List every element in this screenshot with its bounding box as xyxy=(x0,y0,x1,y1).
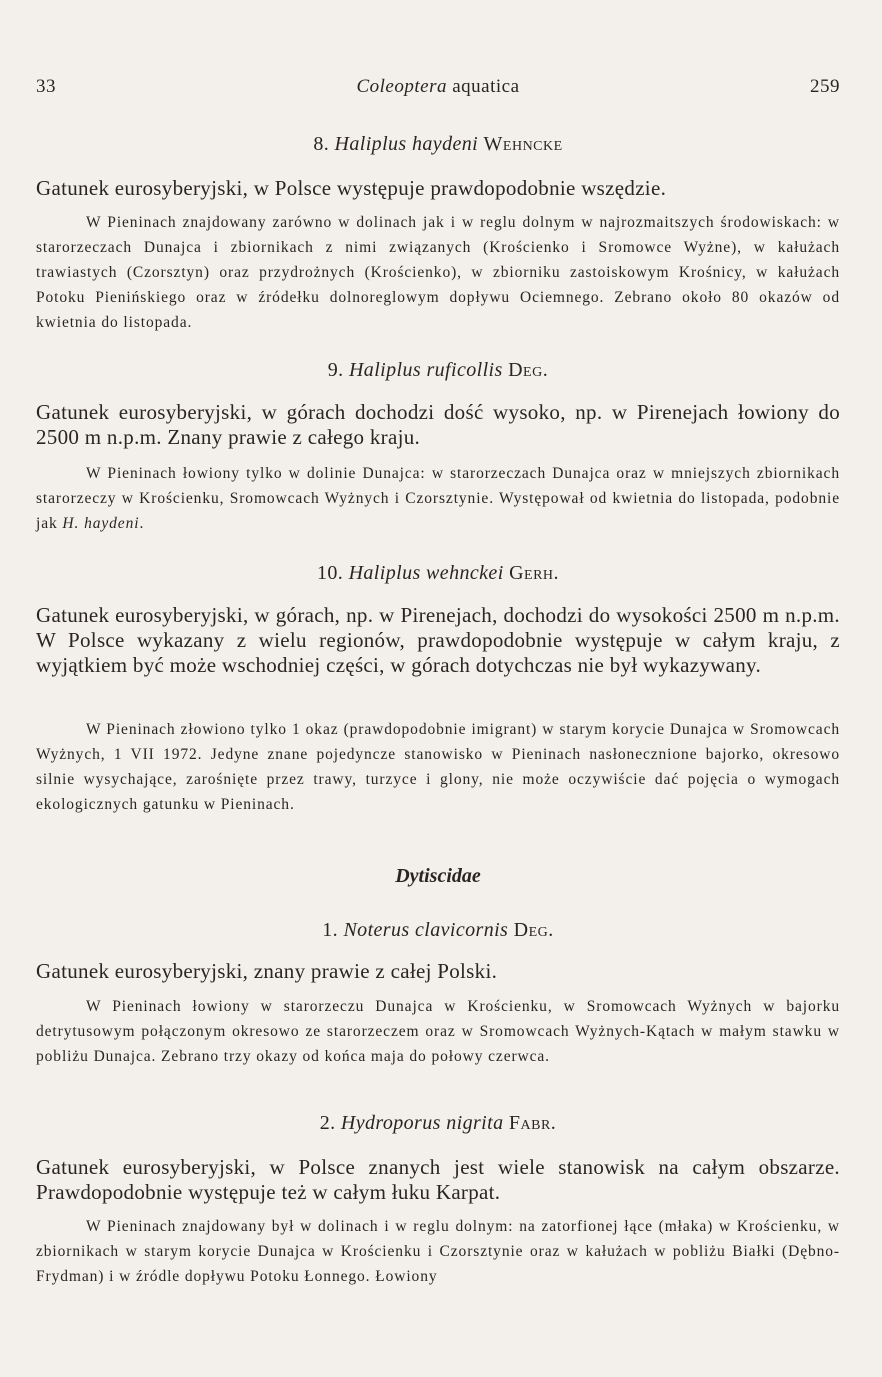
species-number: 8. xyxy=(313,133,335,155)
species-9-distribution: Gatunek eurosyberyjski, w górach dochodzi dość wysoko, np. w Pirenejach łowiony do 2500 m n.p.m. Znany prawie z całego kraju. xyxy=(36,400,840,449)
page-number-left: 33 xyxy=(36,76,56,97)
running-title xyxy=(36,76,840,98)
species-heading-8 xyxy=(36,133,840,156)
species-d2-distribution: Gatunek eurosyberyjski, w Polsce znanych jest wiele stanowisk na całym obszarze. Prawdopodobnie występuje też w całym łuku Karpat. xyxy=(36,1155,840,1204)
running-header xyxy=(36,76,840,102)
running-title-rest: aquatica xyxy=(446,76,520,97)
species-author: Wehncke xyxy=(483,133,563,155)
species-name: Noterus clavicornis xyxy=(343,919,509,941)
species-heading-9 xyxy=(36,359,840,382)
species-9-pieniny-notes xyxy=(36,461,840,536)
species-heading-10 xyxy=(36,562,840,585)
notes-text-end: . xyxy=(139,515,145,532)
species-8-pieniny-notes: W Pieninach znajdowany zarówno w dolinach jak i w reglu dolnym w najrozmaitszych środowiskach: w starorzeczach Dunajca i zbiornikach z nimi związanych (Krościenko i Sromowce Wyżne), w kałużach trawiastych (Czorsztyn) oraz przydrożnych (Krościenko), w zbiorniku zastoiskowym Krośnicy, w kałużach Potoku Pienińskiego oraz w źródełku dolnoreglowym dopływu Ociemnego. Zebrano około 80 okazów od kwietnia do listopada. xyxy=(36,214,840,331)
species-d2-pieniny-notes: W Pieninach znajdowany był w dolinach i w reglu dolnym: na zatorfionej łące (młaka) w Krościenku, w zbiornikach w starym korycie Dunajca w Krościenku i Czorsztynie oraz w kałużach w pobliżu Białki (Dębno-Frydman) i w źródle dopływu Potoku Łonnego. Łowiony xyxy=(36,1218,840,1285)
running-title-italic: Coleoptera xyxy=(356,76,447,97)
species-10-pieniny-notes: W Pieninach złowiono tylko 1 okaz (prawdopodobnie imigrant) w starym korycie Dunajca w Sromowcach Wyżnych, 1 VII 1972. Jedyne znane pojedyncze stanowisko w Pieninach nasłonecznione bajorko, okresowo silnie wysychające, zarośnięte przez trawy, turzyce i glony, nie może oczywiście dać pojęcia o wymogach ekologicznych gatunku w Pieninach. xyxy=(36,721,840,813)
species-author: Deg. xyxy=(513,919,554,941)
notes-text: W Pieninach łowiony tylko w dolinie Dunajca: w starorzeczach Dunajca oraz w mniejszych zbiornikach starorzeczy w Krościenku, Sromowcach Wyżnych i Czorsztynie. Występował od kwietnia do listopada, podobnie jak xyxy=(36,465,840,532)
family-heading: Dytiscidae xyxy=(395,865,481,887)
notes-species-ref: H. haydeni xyxy=(62,515,140,532)
species-number: 1. xyxy=(322,919,344,941)
species-name: Hydroporus nigrita xyxy=(340,1112,504,1134)
species-author: Gerh. xyxy=(509,562,560,584)
species-d1-pieniny-notes: W Pieninach łowiony w starorzeczu Dunajca w Krościenku, w Sromowcach Wyżnych w bajorku detrytusowym połączonym okresowo ze starorzeczem oraz w Sromowcach Wyżnych-Kątach w małym stawku w pobliżu Dunajca. Zebrano trzy okazy od końca maja do połowy czerwca. xyxy=(36,998,840,1065)
species-name: Haliplus ruficollis xyxy=(348,359,503,381)
page-number-right: 259 xyxy=(810,76,840,97)
species-number: 2. xyxy=(319,1112,341,1134)
species-name: Haliplus haydeni xyxy=(334,133,479,155)
species-number: 9. xyxy=(327,359,349,381)
species-heading-d2 xyxy=(36,1112,840,1135)
species-heading-d1 xyxy=(36,919,840,942)
species-number: 10. xyxy=(316,562,349,584)
species-8-distribution: Gatunek eurosyberyjski, w Polsce występuje prawdopodobnie wszędzie. xyxy=(36,176,667,200)
species-10-distribution: Gatunek eurosyberyjski, w górach, np. w Pirenejach, dochodzi do wysokości 2500 m n.p.m. W Polsce wykazany z wielu regionów, prawdopodobnie występuje w całym kraju, z wyjątkiem być może wschodniej części, w górach dotychczas nie był wykazywany. xyxy=(36,603,840,677)
species-author: Deg. xyxy=(508,359,549,381)
species-d1-distribution: Gatunek eurosyberyjski, znany prawie z całej Polski. xyxy=(36,959,498,983)
species-author: Fabr. xyxy=(508,1112,557,1134)
species-name: Haliplus wehnckei xyxy=(348,562,504,584)
